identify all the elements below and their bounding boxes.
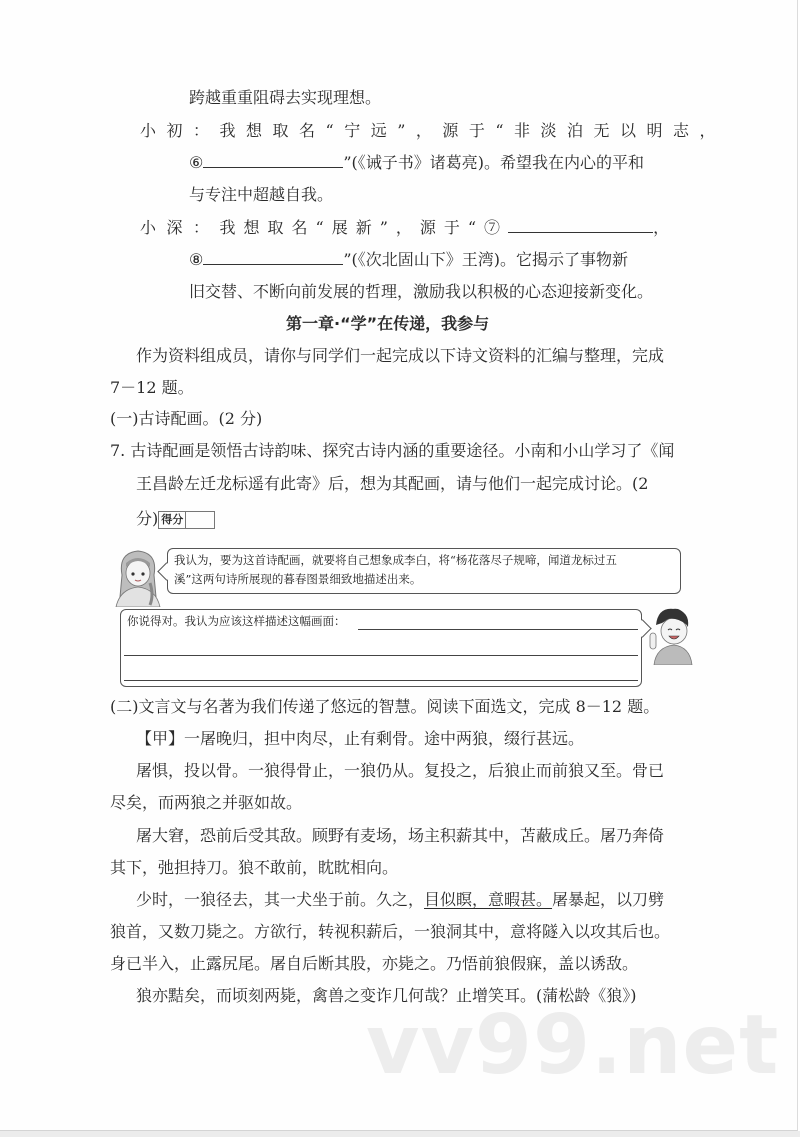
score-label: 得分 bbox=[159, 512, 186, 528]
passage-p3-line-1: 屠大窘，恐前后受其敌。顾野有麦场，场主积薪其中，苫蔽成丘。屠乃奔倚 bbox=[136, 826, 665, 845]
answer-line-1[interactable] bbox=[358, 629, 638, 630]
passage-p5: 狼亦黠矣，而顷刻两毙，禽兽之变诈几何哉？止增笑耳。(蒲松龄《狼》) bbox=[136, 986, 637, 1005]
answer-line-3[interactable] bbox=[124, 680, 638, 681]
xiaoshen-line-3: 旧交替、不断向前发展的哲理，激励我以积极的心态迎接新变化。 bbox=[189, 282, 654, 301]
fill-blank-7[interactable] bbox=[508, 218, 653, 233]
xiaoshen-line-2: ⑧ ”(《次北固山下》王湾)。它揭示了事物新 bbox=[189, 250, 629, 269]
section2-title: (二)文言文与名著为我们传递了悠远的智慧。阅读下面选文，完成 8－12 题。 bbox=[110, 697, 660, 716]
xiaochu-line-2: ⑥ ”(《诫子书》诸葛亮)。希望我在内心的平和 bbox=[189, 153, 645, 172]
section1-title: (一)古诗配画。(2 分) bbox=[110, 409, 263, 428]
passage-p2-line-1: 屠惧，投以骨。一狼得骨止，一狼仍从。复投之，后狼止而前狼又至。骨已 bbox=[136, 761, 665, 780]
underlined-phrase: 目似瞑，意暇甚。 bbox=[424, 890, 553, 909]
score-box bbox=[158, 511, 215, 529]
fill-blank-6[interactable] bbox=[203, 153, 343, 168]
question7-line-2: 王昌龄左迁龙标遥有此寄》后，想为其配画，请与他们一起完成讨论。(2 bbox=[136, 474, 649, 493]
question7-line-1: 7. 古诗配画是领悟古诗韵味、探究古诗内涵的重要途径。小南和小山学习了《闻 bbox=[110, 441, 675, 460]
blank-marker-6: ⑥ bbox=[189, 153, 204, 172]
score-field[interactable] bbox=[186, 512, 214, 528]
passage-p3-line-2: 其下，弛担持刀。狼不敢前，眈眈相向。 bbox=[110, 858, 399, 877]
xiaoshen-line-1: 小深：我想取名“展新”，源于“⑦ ， bbox=[140, 218, 670, 237]
question7-line-3: 分) 得分 bbox=[136, 509, 215, 529]
boy-avatar-icon bbox=[644, 603, 696, 665]
xiaochu-speaker: 小初： bbox=[140, 121, 220, 140]
intro-line-1: 作为资料组成员，请你与同学们一起完成以下诗文资料的汇编与整理，完成 bbox=[136, 346, 665, 365]
passage-p4-line-3: 身已半入，止露尻尾。屠自后断其股，亦毙之。乃悟前狼假寐，盖以诱敌。 bbox=[110, 954, 639, 973]
continuation-line: 跨越重重阻碍去实现理想。 bbox=[189, 88, 382, 107]
boy-speech-bubble bbox=[120, 609, 642, 687]
blank-marker-8: ⑧ bbox=[189, 250, 204, 269]
xiaoshen-speaker: 小深： bbox=[140, 218, 220, 237]
passage-p2-line-2: 尽矣，而两狼之并驱如故。 bbox=[110, 793, 303, 812]
xiaochu-line-3: 与专注中超越自我。 bbox=[189, 185, 334, 204]
xiaochu-line-1: 小初：我想取名“宁远”，源于“非淡泊无以明志， bbox=[140, 121, 727, 140]
intro-line-2: 7－12 题。 bbox=[110, 378, 194, 397]
watermark: vv99.net bbox=[366, 998, 780, 1093]
girl-speech-line-1: 我认为，要为这首诗配画，就要将自己想象成李白，将“杨花落尽子规啼，闻道龙标过五 bbox=[174, 553, 617, 567]
passage-p1: 【甲】一屠晚归，担中肉尽，止有剩骨。途中两狼，缀行甚远。 bbox=[136, 729, 585, 748]
girl-speech-bubble bbox=[167, 548, 681, 594]
passage-p4-line-1: 少时，一狼径去，其一犬坐于前。久之，目似瞑，意暇甚。屠暴起，以刀劈 bbox=[136, 890, 665, 909]
girl-speech-line-2: 溪”这两句诗所展现的暮春图景细致地描述出来。 bbox=[174, 572, 422, 586]
passage-p4-line-2: 狼首，又数刀毙之。方欲行，转视积薪后，一狼洞其中，意将隧入以攻其后也。 bbox=[110, 922, 671, 941]
answer-line-2[interactable] bbox=[124, 655, 638, 656]
girl-avatar-icon bbox=[112, 545, 164, 607]
page-bottom-edge bbox=[0, 1131, 800, 1137]
fill-blank-8[interactable] bbox=[203, 250, 343, 265]
boy-speech-text: 你说得对。我认为应该这样描述这幅画面： bbox=[127, 614, 346, 628]
chapter-title: 第一章·“学”在传递，我参与 bbox=[286, 314, 490, 333]
